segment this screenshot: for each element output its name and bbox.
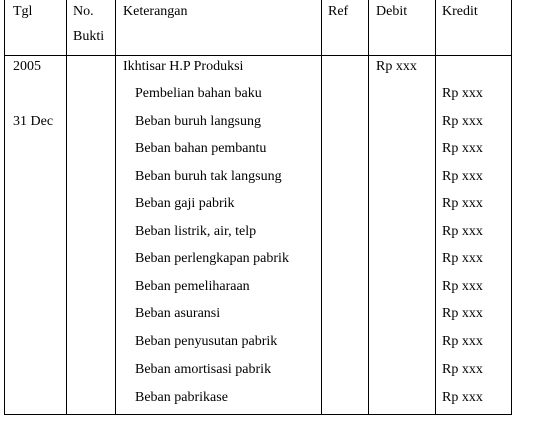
credit-amount: Rp xxx [442,141,483,156]
credit-amount: Rp xxx [442,279,483,294]
column-divider [368,0,369,414]
credit-account: Pembelian bahan baku [135,86,262,101]
entry-date: 31 Dec [13,114,54,129]
credit-account: Beban amortisasi pabrik [135,362,272,377]
credit-account: Beban listrik, air, telp [135,224,257,239]
column-divider [435,0,436,414]
header-no: No. [73,4,94,19]
credit-account: Beban penyusutan pabrik [135,334,278,349]
credit-account: Beban pabrikase [135,390,228,405]
column-divider [321,0,322,414]
credit-amount: Rp xxx [442,251,483,266]
journal-entry-table [4,0,512,415]
credit-amount: Rp xxx [442,362,483,377]
credit-account: Beban asuransi [135,306,221,321]
header-tgl: Tgl [13,4,33,19]
credit-account: Beban perlengkapan pabrik [135,251,289,266]
credit-amount: Rp xxx [442,86,483,101]
header-ref: Ref [328,4,349,19]
credit-account: Beban gaji pabrik [135,196,235,211]
credit-amount: Rp xxx [442,114,483,129]
credit-account: Beban pemeliharaan [135,279,250,294]
header-kredit: Kredit [442,4,478,19]
header-divider [5,55,511,56]
credit-amount: Rp xxx [442,306,483,321]
credit-account: Beban buruh tak langsung [135,169,282,184]
credit-amount: Rp xxx [442,224,483,239]
credit-amount: Rp xxx [442,196,483,211]
header-debit: Debit [376,4,408,19]
column-divider [66,0,67,414]
credit-account: Beban buruh langsung [135,114,261,129]
credit-amount: Rp xxx [442,390,483,405]
credit-amount: Rp xxx [442,169,483,184]
entry-year: 2005 [13,59,41,74]
header-keterangan: Keterangan [123,4,188,19]
header-bukti: Bukti [73,29,105,44]
credit-amount: Rp xxx [442,334,483,349]
column-divider [115,0,116,414]
credit-account: Beban bahan pembantu [135,141,267,156]
debit-amount: Rp xxx [376,59,417,74]
debit-account: Ikhtisar H.P Produksi [123,59,244,74]
